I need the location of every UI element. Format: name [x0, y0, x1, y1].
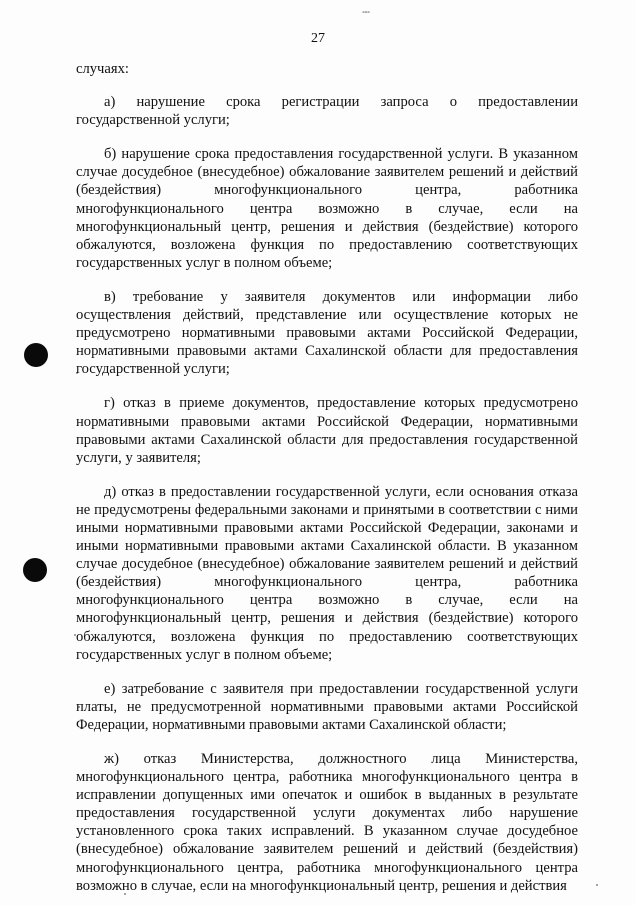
paragraph-item-a: а) нарушение срока регистрации запроса о предоставлении государственной услуги; [76, 94, 578, 129]
paragraph-item-v: в) требование у заявителя документов или информации либо осуществления действий, представление или осуществление которых не предусмотрено нормативными правовыми актами Российской Федерации, нормативными правовыми актами Сахалинской области для предоставления государственной услуги; [76, 288, 578, 378]
paragraph-item-zh: ж) отказ Министерства, должностного лица Министерства, многофункционального центра, работника многофункционального центра в исправлении допущенных ими опечаток и ошибок в выданных в результате предоставления государственной услуги документах либо нарушение установленного срока таких исправлений. В указанном случае досудебное (внесудебное) обжалование заявителем решений и действий (бездействия) многофункционального центра, работника многофункционального центра возможно в случае, если на многофункциональный центр, решения и действия [76, 751, 578, 894]
paragraph-item-g: г) отказ в приеме документов, предоставление которых предусмотрено нормативными правовыми актами Российской Федерации, нормативными правовыми актами Сахалинской области для предоставления государственной услуги, у заявителя; [76, 395, 578, 466]
punch-hole [24, 343, 48, 367]
scan-speck [596, 884, 598, 886]
scan-artifact-mark: ⁞ [359, 10, 372, 14]
paragraph-intro: случаях: [76, 61, 129, 77]
paragraph-item-b: б) нарушение срока предоставления государственной услуги. В указанном случае досудебное (внесудебное) обжалование заявителем решений и действий (бездействия) многофункционального центра, работника многофункционального центра возможно в случае, если на многофункциональный центр, решения и действия (бездействие) которого обжалуются, возложена функция по предоставлению соответствующих государственных услуг в полном объеме; [76, 146, 578, 271]
paragraph-item-d: д) отказ в предоставлении государственной услуги, если основания отказа не предусмотрены федеральными законами и принятыми в соответствии с ними иными нормативными правовыми актами Российской Федерации, законами и иными нормативными правовыми актами Сахалинской области. В указанном случае досудебное (внесудебное) обжалование заявителем решений и действий (бездействия) многофункционального центра, работника многофункционального центра возможно в случае, если на многофункциональный центр, решения и действия (бездействие) которого обжалуются, возложена функция по предоставлению соответствующих государственных услуг в полном объеме; [76, 483, 578, 663]
document-body [76, 60, 578, 911]
paragraph-item-e: е) затребование с заявителя при предоставлении государственной услуги платы, не предусмотренной нормативными правовыми актами Российской Федерации, нормативными правовыми актами Сахалинской области; [76, 680, 578, 733]
punch-hole [23, 558, 47, 582]
page-number: 27 [311, 31, 325, 46]
